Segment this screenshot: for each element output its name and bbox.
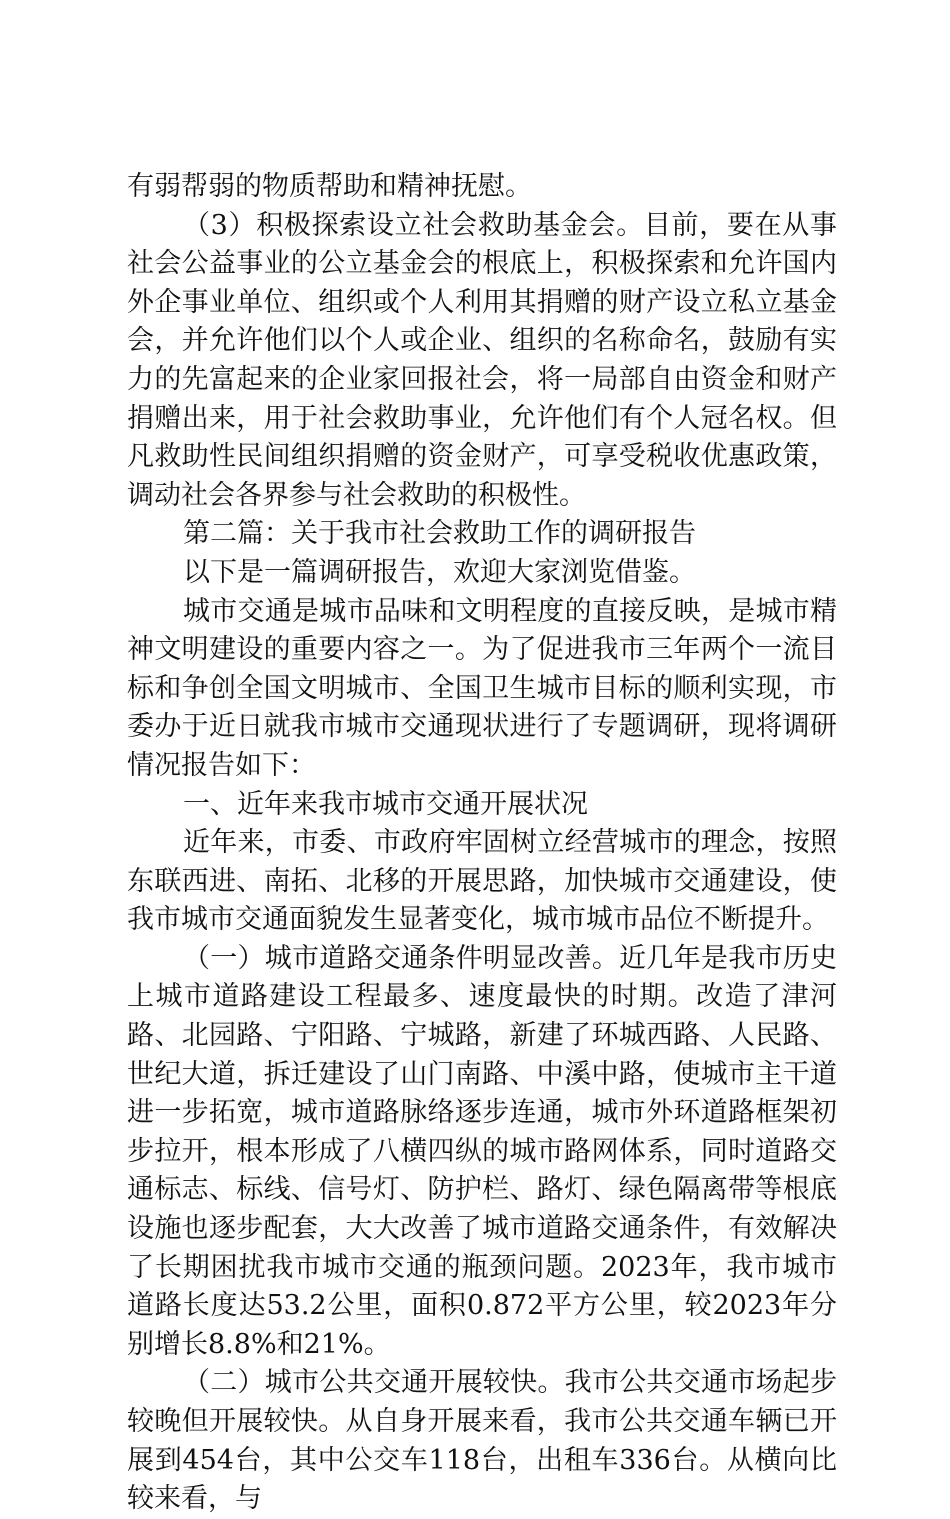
paragraph-continuation: 有弱帮弱的物质帮助和精神抚慰。 <box>127 171 532 202</box>
paragraph-foundation-proposal: （3）积极探索设立社会救助基金会。目前，要在从事社会公益事业的公立基金会的根底上，积极探索和允许国内外企事业单位、组织或个人利用其捐赠的财产设立私立基金会，并允许他们以个人或企业、组织的名称命名，鼓励有实力的先富起来的企业家回报社会，将一局部自由资金和财产捐赠出来，用于社会救助事业，允许他们有个人冠名权。但凡救助性民间组织捐赠的资金财产，可享受税收优惠政策，调动社会各界参与社会救助的积极性。 <box>127 209 837 511</box>
paragraph-public-transport: （二）城市公共交通开展较快。我市公共交通市场起步较晚但开展较快。从自身开展来看，我市公共交通车辆已开展到454台，其中公交车118台，出租车336台。从横向比较来看，与 <box>127 1367 837 1515</box>
paragraph-report-intro: 城市交通是城市品味和文明程度的直接反映，是城市精神文明建设的重要内容之一。为了促进我市三年两个一流目标和争创全国文明城市、全国卫生城市目标的顺利实现，市委办于近日就我市城市交通现状进行了专题调研，现将调研情况报告如下： <box>127 595 837 781</box>
paragraph-recent-years: 近年来，市委、市政府牢固树立经营城市的理念，按照东联西进、南拓、北移的开展思路，加快城市交通建设，使我市城市交通面貌发生显著变化，城市城市品位不断提升。 <box>127 827 837 936</box>
paragraph-intro-note: 以下是一篇调研报告，欢迎大家浏览借鉴。 <box>183 556 696 588</box>
section-heading-traffic-status: 一、近年来我市城市交通开展状况 <box>183 788 588 820</box>
section-heading-part-two: 第二篇：关于我市社会救助工作的调研报告 <box>183 518 696 550</box>
document-body <box>127 168 837 1519</box>
paragraph-road-conditions: （一）城市道路交通条件明显改善。近几年是我市历史上城市道路建设工程最多、速度最快的时期。改造了津河路、北园路、宁阳路、宁城路，新建了环城西路、人民路、世纪大道，拆迁建设了山门南路、中溪中路，使城市主干道进一步拓宽，城市道路脉络逐步连通，城市外环道路框架初步拉开，根本形成了八横四纵的城市路网体系，同时道路交通标志、标线、信号灯、防护栏、路灯、绿色隔离带等根底设施也逐步配套，大大改善了城市道路交通条件，有效解决了长期困扰我市城市交通的瓶颈问题。2023年，我市城市道路长度达53.2公里，面积0.872平方公里，较2023年分别增长8.8%和21%。 <box>127 942 837 1360</box>
